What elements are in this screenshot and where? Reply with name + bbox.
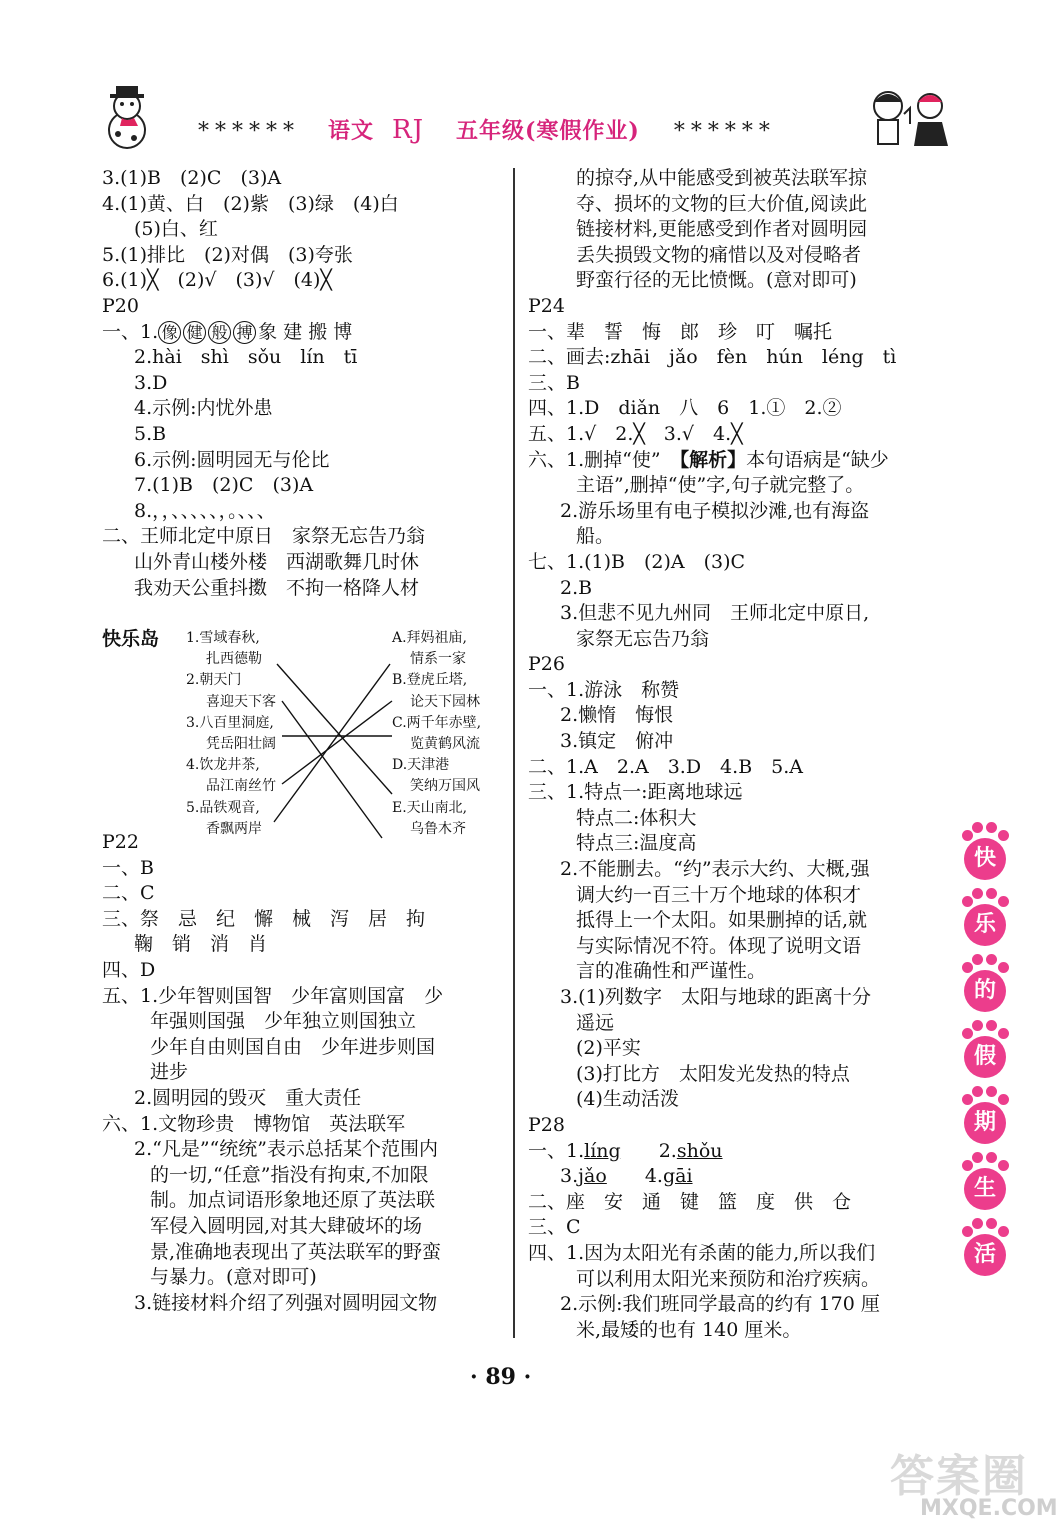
answer-line: 一、辈 誓 悔 郎 珍 叮 嘱托 xyxy=(528,320,833,343)
snowman-icon xyxy=(92,82,162,152)
answer-line: 三、B xyxy=(528,371,580,394)
answer-line: 2.圆明园的毁灭 重大责任 xyxy=(134,1087,362,1110)
header-stars-left: ****** xyxy=(198,119,300,144)
answer-line: 的掠夺,从中能感受到被英法联军掠 xyxy=(576,167,868,189)
answer-prefix: 3. xyxy=(560,1165,579,1188)
answer-line: 二、画去:zhāi jǎo fèn hún léng tì xyxy=(528,346,897,369)
paw-toe-icon xyxy=(962,896,973,907)
answer-line: 景,准确地表现出了英法联军的野蛮 xyxy=(150,1240,442,1263)
answer-line: 2.示例:我们班同学最高的约有 170 厘 xyxy=(560,1293,880,1316)
match-left-item: 5.品铁观音, xyxy=(186,799,260,816)
answer-line: 2.游乐场里有电子模拟沙滩,也有海盗 xyxy=(560,499,870,522)
paw-toe-icon xyxy=(962,1094,973,1105)
answer-line: 调大约一百三十万个地球的体积才 xyxy=(576,883,862,906)
paw-toe-icon xyxy=(972,1218,983,1229)
paw-toe-icon xyxy=(972,954,983,965)
side-tab-paw xyxy=(958,952,1010,1018)
answer-line: 2.“凡是”“统统”表示总括某个范围内 xyxy=(134,1138,438,1161)
match-left-item: 2.朝天门 xyxy=(186,672,242,689)
match-line-2 xyxy=(282,701,382,838)
answer-line: 山外青山楼外楼 西湖歌舞几时休 xyxy=(134,550,420,573)
page-number: · 89 · xyxy=(470,1364,532,1390)
kids-music-icon xyxy=(858,84,958,154)
answer-line: 遥远 xyxy=(576,1011,615,1034)
side-tab-paw xyxy=(958,1018,1010,1084)
paw-toe-icon xyxy=(986,1020,997,1031)
match-right-item: 论天下园林 xyxy=(410,693,480,710)
side-tab-paw xyxy=(958,820,1010,886)
answer-mid: 2. xyxy=(620,1139,677,1162)
answer-line: 特点三:温度高 xyxy=(576,832,697,855)
answer-line-analysis xyxy=(528,448,933,474)
answer-line: 丢失损毁文物的痛惜以及对侵略者 xyxy=(576,243,862,266)
answer-line: (4)生动活泼 xyxy=(576,1088,679,1111)
answer-line: (2)平实 xyxy=(576,1037,641,1060)
header-version: RJ xyxy=(392,115,425,145)
match-line-4 xyxy=(282,701,392,784)
answer-line: 三、祭 忌 纪 懈 械 泻 居 拘 xyxy=(102,907,426,930)
header-stars-right: ****** xyxy=(673,119,776,144)
match-right-item: 乌鲁木齐 xyxy=(410,820,466,837)
answer-line: 3.(1)列数字 太阳与地球的距离十分 xyxy=(560,986,872,1008)
side-tab-char: 生 xyxy=(964,1168,1006,1210)
answer-prefix: 一、1. xyxy=(102,320,159,343)
answer-line: 二、王师北定中原日 家祭无忘告乃翁 xyxy=(102,525,426,548)
answer-line: 可以利用太阳光来预防和治疗疾病。 xyxy=(576,1267,881,1290)
paw-toe-icon xyxy=(986,1086,997,1097)
match-left-item: 1.雪域春秋, xyxy=(186,630,260,646)
answer-line: P22 xyxy=(102,831,139,854)
answer-line: P20 xyxy=(102,294,139,317)
circled-char: 般 xyxy=(208,321,231,344)
answer-line: 3.镇定 俯冲 xyxy=(560,730,674,753)
kuaile-dao-label: 快乐岛 xyxy=(102,628,160,650)
answer-line: 6.示例:圆明园无与伦比 xyxy=(134,448,330,471)
answer-suffix: 象 建 搬 博 xyxy=(258,320,353,343)
answer-prefix: 一、1. xyxy=(528,1139,585,1162)
match-line-5 xyxy=(274,664,390,822)
match-right-item: B.登虎丘塔, xyxy=(392,672,468,689)
paw-toe-icon xyxy=(962,1160,973,1171)
pinyin-answer: líng xyxy=(584,1139,621,1162)
match-right-item: C.两千年赤壁, xyxy=(392,714,482,731)
matching-lines xyxy=(102,624,502,854)
answer-line: 进步 xyxy=(150,1061,189,1084)
answer-line: 3.(1)B (2)C (3)A xyxy=(102,167,282,189)
answer-line-pinyin xyxy=(528,1164,933,1190)
answer-line: 与实际情况不符。体现了说明文语 xyxy=(576,934,862,957)
answer-line: 一、1.游泳 称赞 xyxy=(528,678,680,701)
answer-line: 夺、损坏的文物的巨大价值,阅读此 xyxy=(576,192,868,215)
answer-prefix: 六、1.删掉“使” xyxy=(528,448,680,471)
header-title xyxy=(198,114,776,145)
match-left-item: 喜迎天下客 xyxy=(206,693,276,710)
pinyin-answer: gāi xyxy=(662,1165,693,1188)
paw-toe-icon xyxy=(972,1152,983,1163)
paw-toe-icon xyxy=(986,888,997,899)
paw-toe-icon xyxy=(972,1086,983,1097)
answer-line: 言的准确性和严谨性。 xyxy=(576,960,767,983)
answer-line: 8.，，、、、、、，。、、、 xyxy=(134,499,276,522)
header-grade: 五年级(寒假作业) xyxy=(456,118,640,144)
answer-line: 抵得上一个太阳。如果删掉的话,就 xyxy=(576,909,868,932)
answer-line: 船。 xyxy=(576,525,615,548)
paw-toe-icon xyxy=(998,1160,1009,1171)
circled-char: 像 xyxy=(158,321,181,344)
paw-toe-icon xyxy=(986,1218,997,1229)
answer-line-pinyin xyxy=(528,1139,933,1165)
answer-line: 2.hài shì sǒu lín tī xyxy=(134,346,358,369)
side-tabs xyxy=(958,820,1018,1282)
answer-line: 4.示例:内忧外患 xyxy=(134,397,273,420)
answer-line: 的一切,“任意”指没有拘束,不加限 xyxy=(150,1163,429,1186)
side-tab-char: 乐 xyxy=(964,904,1006,946)
right-column xyxy=(528,166,933,1343)
answer-line: 6.(1)╳ (2)√ (3)√ (4)╳ xyxy=(102,269,332,292)
answer-line: 5.(1)排比 (2)对偶 (3)夸张 xyxy=(102,243,353,266)
paw-toe-icon xyxy=(972,822,983,833)
watermark-line2: MXQE.COM xyxy=(920,1496,1058,1521)
side-tab-char: 快 xyxy=(964,838,1006,880)
answer-line: 年强则国强 少年独立则国独立 xyxy=(150,1010,417,1033)
answer-line: 二、C xyxy=(102,882,155,905)
page-header xyxy=(0,78,1061,158)
answer-line: 链接材料,更能感受到作者对圆明园 xyxy=(576,218,868,241)
answer-suffix: 本句语病是“缺少 xyxy=(746,448,889,471)
pinyin-answer: jǎo xyxy=(578,1165,607,1188)
answer-line: 4.(1)黄、白 (2)紫 (3)绿 (4)白 xyxy=(102,192,399,215)
answer-line: 一、B xyxy=(102,856,154,879)
paw-toe-icon xyxy=(962,830,973,841)
circled-char: 健 xyxy=(183,321,206,344)
answer-line: 3.D xyxy=(134,371,168,394)
answer-line: 2.不能删去。“约”表示大约、大概,强 xyxy=(560,858,870,881)
answer-line: 野蛮行径的无比愤慨。(意对即可) xyxy=(576,269,857,292)
answer-line: 特点二:体积大 xyxy=(576,806,697,829)
answer-line: 五、1.少年智则国智 少年富则国富 少 xyxy=(102,984,444,1007)
paw-toe-icon xyxy=(998,1094,1009,1105)
paw-toe-icon xyxy=(998,896,1009,907)
answer-line: 二、座 安 通 键 篮 度 供 仓 xyxy=(528,1190,852,1213)
paw-toe-icon xyxy=(962,1028,973,1039)
answer-line: 三、1.特点一:距离地球远 xyxy=(528,781,743,804)
answer-line: 鞠 销 消 肖 xyxy=(134,933,268,956)
answer-line: 主语”,删掉“使”字,句子就完整了。 xyxy=(576,474,865,497)
answer-line: 六、1.文物珍贵 博物馆 英法联军 xyxy=(102,1112,406,1135)
answer-line: 我劝天公重抖擞 不拘一格降人材 xyxy=(134,576,420,599)
side-tab-char: 活 xyxy=(964,1234,1006,1276)
kuaile-dao-matching xyxy=(102,624,502,854)
match-left-item: 3.八百里洞庭, xyxy=(186,714,274,731)
answer-line: 3.链接材料介绍了列强对圆明园文物 xyxy=(134,1291,438,1314)
answer-line: 2.懒惰 悔恨 xyxy=(560,704,674,727)
answer-line: 四、D xyxy=(102,959,156,982)
answer-line: P24 xyxy=(528,294,565,317)
answer-line: (3)打比方 太阳发光发热的特点 xyxy=(576,1062,850,1085)
match-right-item: 览黄鹤风流 xyxy=(410,736,480,752)
header-subject: 语文 xyxy=(328,118,375,144)
answer-line: 三、C xyxy=(528,1216,581,1239)
answer-line: 少年自由则国自由 少年进步则国 xyxy=(150,1035,436,1058)
answer-line: 2.B xyxy=(560,576,593,599)
answer-line: 四、1.因为太阳光有杀菌的能力,所以我们 xyxy=(528,1241,876,1264)
column-divider xyxy=(513,168,515,1338)
match-right-item: D.天津港 xyxy=(392,757,450,774)
paw-toe-icon xyxy=(998,830,1009,841)
paw-toe-icon xyxy=(998,1226,1009,1237)
paw-toe-icon xyxy=(986,954,997,965)
watermark-line1: 答案圈 xyxy=(890,1451,1028,1502)
match-left-item: 凭岳阳壮阔 xyxy=(206,736,276,752)
answer-line: 七、1.(1)B (2)A (3)C xyxy=(528,550,746,573)
match-right-item: A.拜妈祖庙, xyxy=(392,630,468,646)
side-tab-paw xyxy=(958,1150,1010,1216)
answer-line: 7.(1)B (2)C (3)A xyxy=(134,474,314,497)
side-tab-char: 的 xyxy=(964,970,1006,1012)
answer-line: (5)白、红 xyxy=(134,218,218,241)
answer-mid: 4. xyxy=(606,1165,663,1188)
paw-toe-icon xyxy=(986,822,997,833)
answer-line: 家祭无忘告乃翁 xyxy=(576,627,710,650)
answer-line: P28 xyxy=(528,1113,565,1136)
answer-line: 与暴力。(意对即可) xyxy=(150,1266,317,1289)
side-tab-paw xyxy=(958,886,1010,952)
answer-line: 3.但悲不见九州同 王师北定中原日, xyxy=(560,602,870,625)
analysis-tag: 【解析】 xyxy=(679,448,747,471)
answer-line: 5.B xyxy=(134,422,167,445)
answer-line-circled xyxy=(102,320,500,346)
match-left-item: 4.饮龙井茶, xyxy=(186,757,260,774)
paw-toe-icon xyxy=(962,1226,973,1237)
answer-line: 制。加点词语形象地还原了英法联 xyxy=(150,1189,436,1212)
paw-toe-icon xyxy=(962,962,973,973)
paw-toe-icon xyxy=(998,962,1009,973)
match-left-item: 品江南丝竹 xyxy=(206,778,276,795)
paw-toe-icon xyxy=(998,1028,1009,1039)
watermark xyxy=(880,1440,1058,1530)
answer-line: 五、1.√ 2.╳ 3.√ 4.╳ xyxy=(528,422,743,445)
side-tab-char: 期 xyxy=(964,1102,1006,1144)
match-right-item: E.天山南北, xyxy=(392,799,468,816)
answer-line: 军侵入圆明园,对其大肆破坏的场 xyxy=(150,1215,423,1237)
answer-line: P26 xyxy=(528,653,565,676)
pinyin-answer: shǒu xyxy=(676,1139,723,1162)
paw-toe-icon xyxy=(972,1020,983,1031)
answer-line: 米,最矮的也有 140 厘米。 xyxy=(576,1318,802,1341)
paw-toe-icon xyxy=(986,1152,997,1163)
match-right-item: 笑纳万国风 xyxy=(410,778,480,795)
side-tab-paw xyxy=(958,1216,1010,1282)
circled-char: 搏 xyxy=(233,321,256,344)
match-left-item: 扎西德勒 xyxy=(206,651,262,668)
side-tab-char: 假 xyxy=(964,1036,1006,1078)
side-tab-paw xyxy=(958,1084,1010,1150)
match-right-item: 情系一家 xyxy=(410,651,466,668)
answer-line: 四、1.D diǎn 八 6 1.① 2.② xyxy=(528,397,842,420)
answer-line: 二、1.A 2.A 3.D 4.B 5.A xyxy=(528,755,803,778)
match-left-item: 香飘两岸 xyxy=(206,820,262,837)
paw-toe-icon xyxy=(972,888,983,899)
